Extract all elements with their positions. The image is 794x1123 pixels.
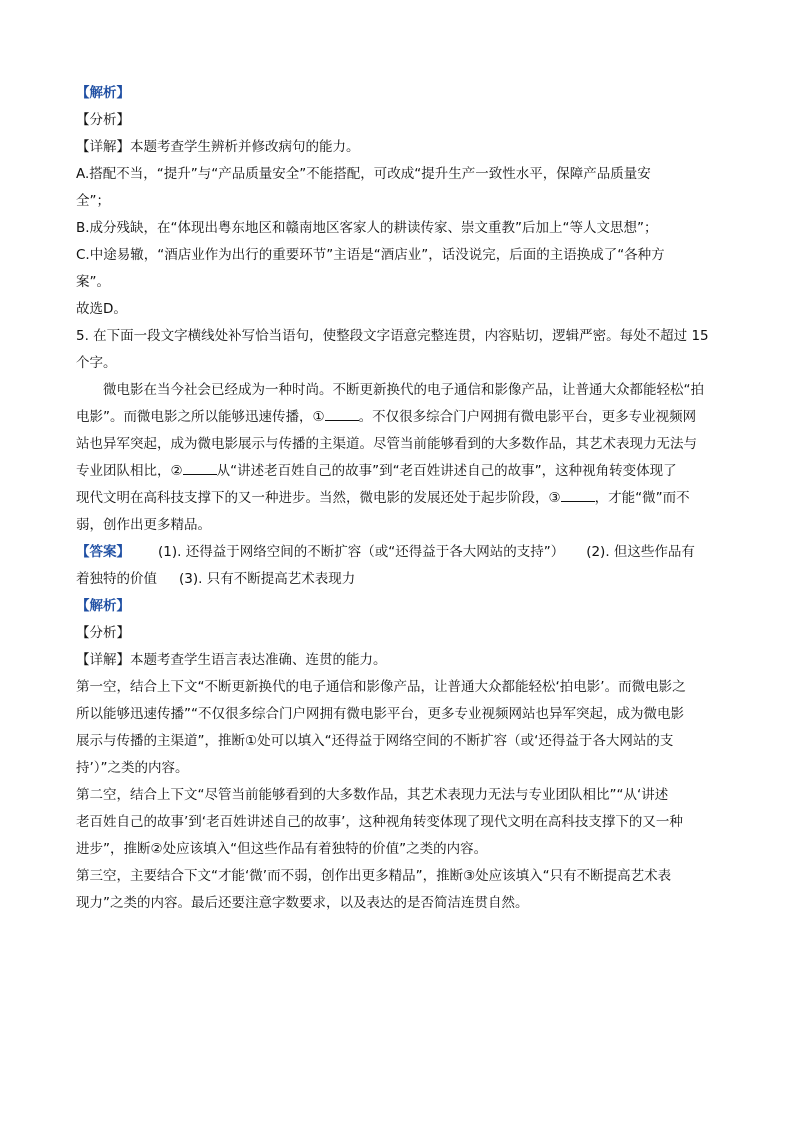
blank2-explanation-line3: 进步”，推断②处应该填入“但这些作品有着独特的价值”之类的内容。 [76, 841, 488, 857]
answer-tag: 【答案】 [76, 544, 130, 560]
answer-line2 [76, 566, 722, 593]
option-a-line1: A.搭配不当，“提升”与“产品质量安全”不能搭配，可改成“提升生产一致性水平，保障产品质量安 [76, 166, 651, 182]
question-5-stem-line2: 个字。 [76, 355, 117, 371]
blank1-explanation-line4: 持’）”之类的内容。 [76, 760, 189, 776]
passage-line3: 站也异军突起，成为微电影展示与传播的主渠道。尽管当前能够看到的大多数作品，其艺术表现力无法与 [76, 436, 697, 452]
answer-item-2a: (2). 但这些作品有 [586, 544, 695, 560]
blank-1 [325, 406, 359, 421]
passage-line6: 弱，创作出更多精品。 [76, 517, 211, 533]
option-c-line2: 案”。 [76, 274, 110, 290]
analysis-heading: 【解析】 [76, 85, 130, 101]
answer-item-1: (1). 还得益于网络空间的不断扩容（或“还得益于各大网站的支持”） [158, 544, 565, 560]
blank3-explanation-line2: 现力”之类的内容。最后还要注意字数要求，以及表达的是否简洁连贯自然。 [76, 895, 529, 911]
blank-3 [561, 487, 595, 502]
conclusion-line: 故选D。 [76, 301, 127, 317]
answer-item-3: (3). 只有不断提高艺术表现力 [179, 571, 356, 587]
blank1-explanation-line3: 展示与传播的主渠道”，推断①处可以填入“还得益于网络空间的不断扩容（或‘还得益于各大网站的支 [76, 733, 674, 749]
detail-line: 【详解】本题考查学生辨析并修改病句的能力。 [76, 139, 360, 155]
blank2-explanation-line2: 老百姓自己的故事’到‘老百姓讲述自己的故事’，这种视角转变体现了现代文明在高科技支撑下的又一种 [76, 814, 683, 830]
blank2-explanation-line1: 第二空，结合上下文“尽管当前能够看到的大多数作品，其艺术表现力无法与专业团队相比”“从‘讲述 [76, 787, 669, 803]
option-c-line1: C.中途易辙，“酒店业作为出行的重要环节”主语是“酒店业”，话没说完，后面的主语换成了“各种方 [76, 247, 665, 263]
analysis-heading-2: 【解析】 [76, 598, 130, 614]
fenxi-heading: 【分析】 [76, 112, 130, 128]
blank1-explanation-line1: 第一空，结合上下文“不断更新换代的电子通信和影像产品，让普通大众都能轻松‘拍电影’。而微电影之 [76, 679, 686, 695]
passage-line4: 专业团队相比，② 从“讲述老百姓自己的故事”到“老百姓讲述自己的故事”，这种视角转变体现了 [76, 458, 722, 485]
option-a-line2: 全”； [76, 193, 110, 209]
blank1-explanation-line2: 所以能够迅速传播”“不仅很多综合门户网拥有微电影平台，更多专业视频网站也异军突起，成为微电影 [76, 706, 684, 722]
blank3-explanation-line1: 第三空，主要结合下文“才能‘微’而不弱，创作出更多精品”，推断③处应该填入“只有不断提高艺术表 [76, 868, 672, 884]
detail-line-2: 【详解】本题考查学生语言表达准确、连贯的能力。 [76, 652, 387, 668]
option-b-line: B.成分残缺，在“体现出粤东地区和赣南地区客家人的耕读传家、崇文重教”后加上“等人文思想”； [76, 220, 658, 236]
question-5-stem-line1: 5. 在下面一段文字横线处补写恰当语句，使整段文字语意完整连贯，内容贴切，逻辑严密。每处不超过 15 [76, 328, 709, 344]
answer-line1 [76, 539, 722, 566]
passage-line5: 现代文明在高科技支撑下的又一种进步。当然，微电影的发展还处于起步阶段，③ ，才能“微”而不 [76, 485, 722, 512]
fenxi-heading-2: 【分析】 [76, 625, 130, 641]
passage-line1: 微电影在当今社会已经成为一种时尚。不断更新换代的电子通信和影像产品，让普通大众都能轻松“拍 [103, 382, 704, 398]
answer-item-2b: 着独特的价值 [76, 571, 157, 587]
blank-2 [183, 460, 217, 475]
passage-line2: 电影”。而微电影之所以能够迅速传播，① 。不仅很多综合门户网拥有微电影平台，更多专业视频网 [76, 404, 722, 431]
